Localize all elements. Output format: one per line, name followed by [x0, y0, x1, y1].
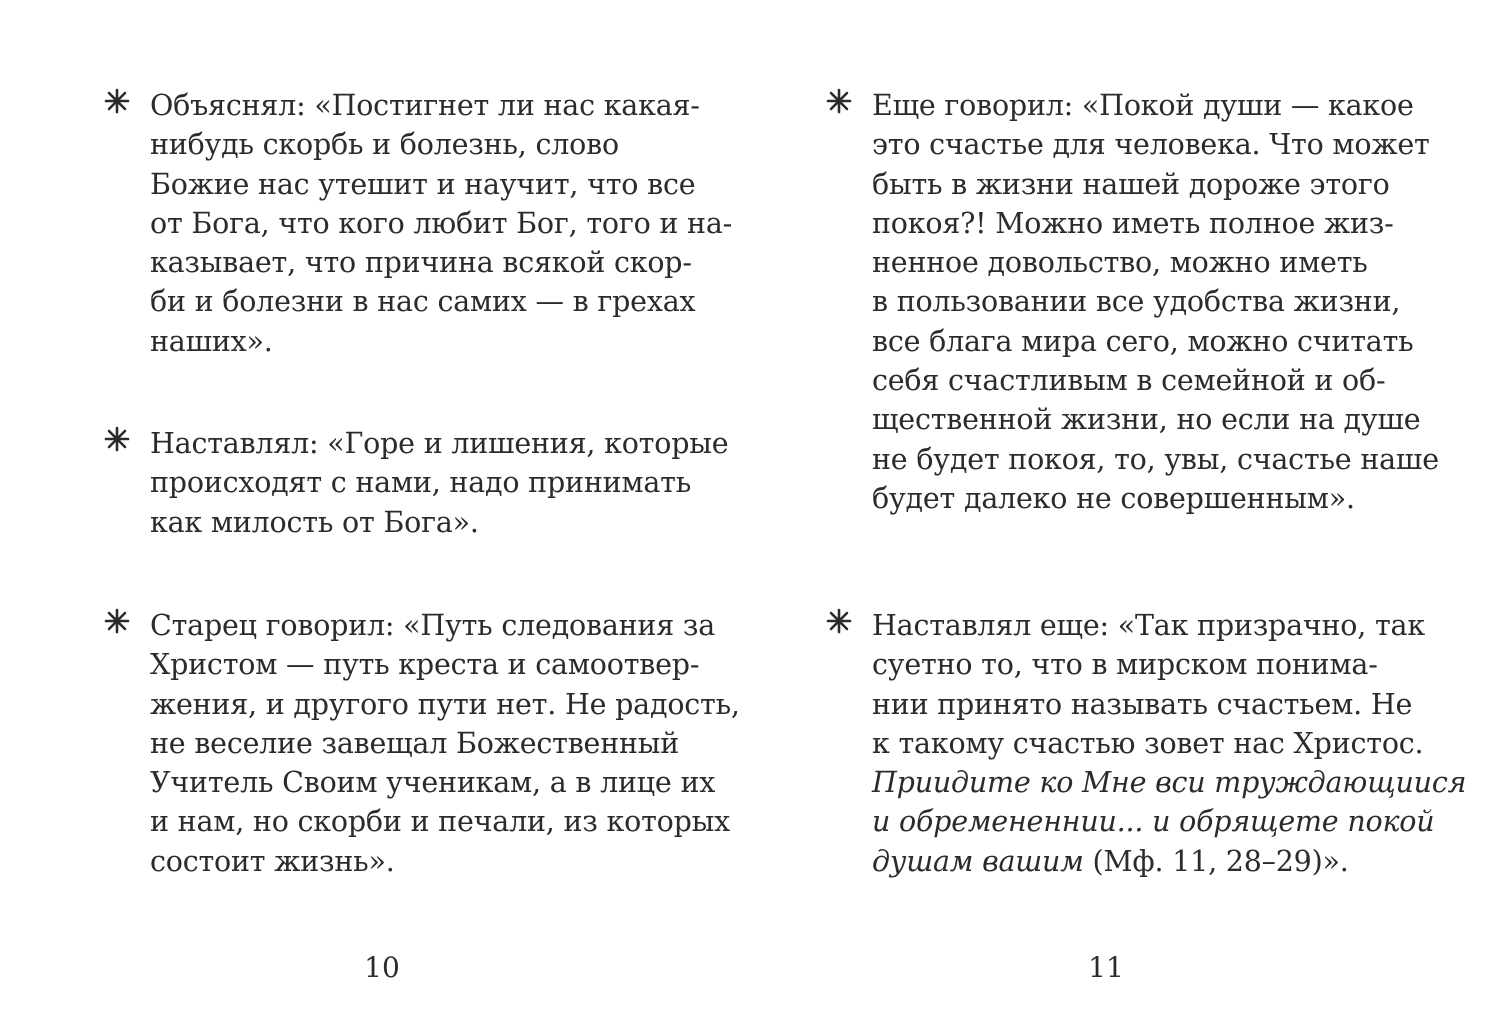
text-line: все блага мира сего, можно считать — [872, 324, 1414, 358]
text-line: это счастье для человека. Что может — [872, 128, 1430, 162]
text-line: нибудь скорбь и болезнь, слово — [150, 128, 619, 162]
text-line: Наставлял: «Горе и лишения, которые — [150, 427, 729, 460]
text-line: Христом — путь креста и самоотвер- — [150, 648, 700, 682]
scripture-quote: Приидите ко Мне вси труждающиися — [872, 766, 1467, 800]
text-line: жения, и другого пути нет. Не радость, — [150, 687, 740, 721]
entry — [872, 606, 1467, 881]
text-line: Старец говорил: «Путь следования за — [150, 609, 716, 642]
text-line: состоит жизнь». — [150, 844, 395, 878]
text-line: себя счастливым в семейной и об- — [872, 364, 1386, 398]
text-line: к такому счастью зовет нас Христос. — [872, 726, 1424, 760]
text-line: Учитель Своим ученикам, а в лице их — [150, 766, 716, 800]
text-line: от Бога, что кого любит Бог, того и на- — [150, 206, 733, 240]
text-line: в пользовании все удобства жизни, — [872, 285, 1401, 319]
page-number: 11 — [1088, 951, 1124, 984]
text-line: не будет покоя, то, увы, счастье наше — [872, 442, 1439, 476]
text-line: суетно то, что в мирском понима- — [872, 648, 1378, 682]
asterism-bullet-icon — [104, 88, 130, 114]
text-line: Божие нас утешит и научит, что все — [150, 167, 696, 201]
page-number: 10 — [364, 951, 400, 984]
asterism-bullet-icon — [104, 608, 130, 634]
text-line: наших». — [150, 324, 273, 358]
text-line: будет далеко не совершенным». — [872, 481, 1355, 515]
text-line: Объяснял: «Постигнет ли нас какая- — [150, 89, 700, 122]
text-line: би и болезни в нас самих — в грехах — [150, 285, 696, 319]
entry — [150, 86, 733, 361]
text-line: ненное довольство, можно иметь — [872, 246, 1368, 280]
asterism-bullet-icon — [104, 426, 130, 452]
entry — [150, 606, 740, 881]
text-line — [872, 842, 1392, 881]
text-line: казывает, что причина всякой скор- — [150, 246, 692, 280]
text-line: как милость от Бога». — [150, 505, 479, 539]
right-page — [750, 0, 1500, 1009]
text-line: и нам, но скорби и печали, из которых — [150, 805, 730, 839]
text-line: не веселие завещал Божественный — [150, 726, 680, 760]
asterism-bullet-icon — [826, 608, 852, 634]
entry — [872, 86, 1439, 518]
entry — [150, 424, 729, 542]
asterism-bullet-icon — [826, 88, 852, 114]
scripture-quote: душам вашим — [872, 844, 1084, 878]
text-line: нии принято называть счастьем. Не — [872, 687, 1413, 721]
text-line: покоя?! Можно иметь полное жиз- — [872, 206, 1394, 240]
scripture-quote: и обремененнии... и обрящете покой — [872, 805, 1435, 839]
text-line: происходят с нами, надо принимать — [150, 466, 692, 500]
scripture-reference: (Мф. 11, 28–29)». — [1083, 844, 1349, 878]
italic-quote-line — [872, 763, 1467, 802]
text-line: щественной жизни, но если на душе — [872, 403, 1421, 437]
italic-quote-line — [872, 802, 1435, 841]
text-line: быть в жизни нашей дороже этого — [872, 167, 1390, 201]
text-line: Наставлял еще: «Так призрачно, так — [872, 609, 1425, 642]
text-line: Еще говорил: «Покой души — какое — [872, 89, 1414, 122]
